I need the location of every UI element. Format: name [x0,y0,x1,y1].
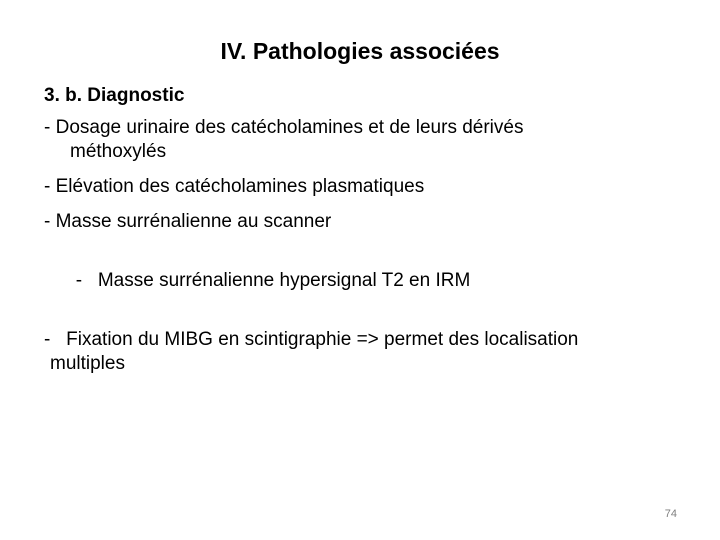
bullet-line: - Masse surrénalienne hypersignal T2 en IRM [75,270,471,291]
bullet-line: - Masse surrénalienne au scanner [44,211,332,232]
bullet-item-urine-assay [44,116,684,164]
bullet-line-continuation: méthoxylés [70,141,167,162]
bullet-item-mibg [44,328,684,376]
section-subheading: 3. b. Diagnostic [44,85,185,106]
page-number: 74 [664,508,677,520]
bullet-item-mri [44,245,684,317]
bullet-item-scanner [44,210,684,234]
bullet-line: - Elévation des catécholamines plasmatiques [44,176,425,197]
bullet-line-continuation: multiples [50,353,125,374]
bullet-item-plasma [44,175,684,199]
slide-content [44,84,684,387]
bullet-line: - Fixation du MIBG en scintigraphie => permet des localisation [44,329,579,350]
slide-title: IV. Pathologies associées [220,38,500,64]
bullet-line: - Dosage urinaire des catécholamines et de leurs dérivés [44,117,524,138]
